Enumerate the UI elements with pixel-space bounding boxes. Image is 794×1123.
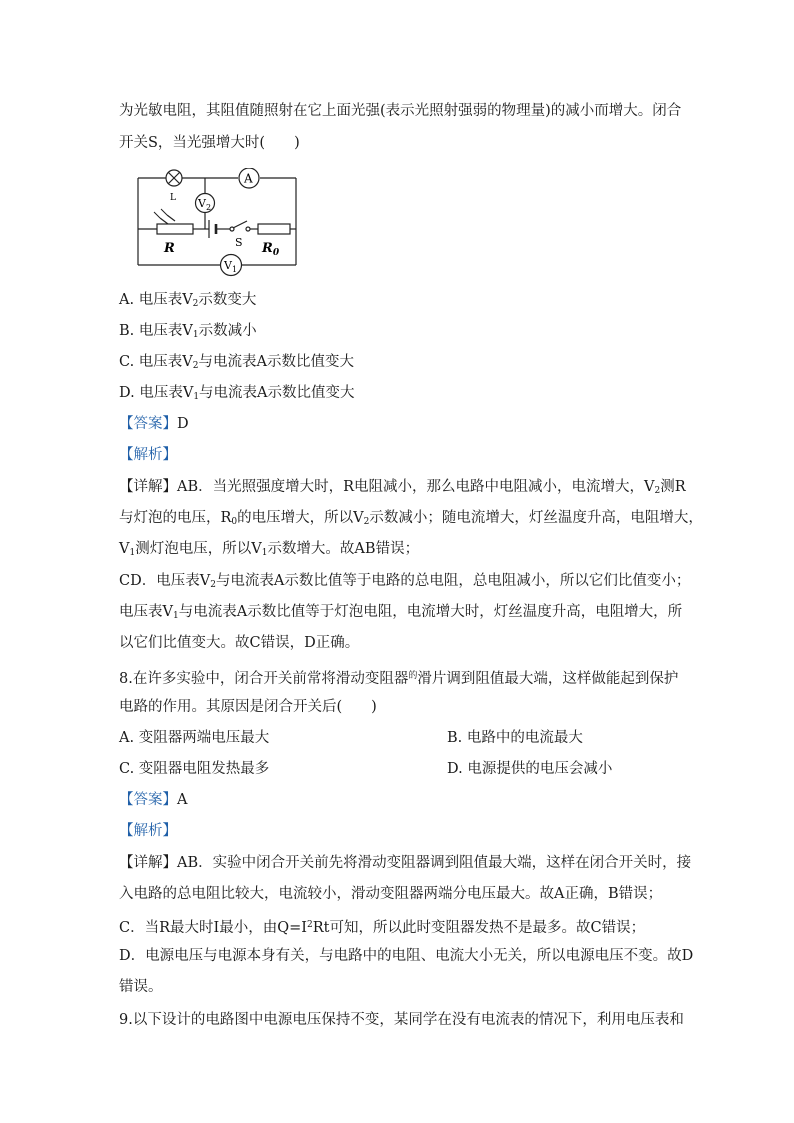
q8-detail-line5: 错误。	[119, 979, 163, 995]
q8-answer: 【答案】A	[119, 792, 188, 808]
q7-option-c: C. 电压表$V_2$与电流表A示数比值变大	[119, 354, 354, 371]
q8-option-b: B. 电路中的电流最大	[447, 730, 583, 746]
photoresistor-symbol	[154, 209, 193, 234]
q8-stem-line1: 8.在许多实验中，闭合开关前常将滑动变阻器$^的$滑片调到阻值最大端，这样做能起到保护	[119, 671, 679, 687]
q7-detail-line3: $V_1$测灯泡电压，所以$V_1$示数增大。故AB错误；	[119, 541, 420, 558]
q7-detail-line2: 与灯泡的电压，$R_0$的电压增大，所以$V_2$示数减小；随电流增大，灯丝温度升高，电阻增大，	[119, 510, 703, 527]
q7-detail-line1: 【详解】AB．当光照强度增大时，R电阻减小，那么电路中电阻减小，电流增大，$V_2$测R	[119, 479, 686, 496]
q7-option-d: D. 电压表$V_1$与电流表A示数比值变大	[119, 385, 355, 402]
q7-detail-line6: 以它们比值变大。故C错误，D正确。	[119, 635, 360, 651]
switch-label: S	[235, 236, 243, 249]
v2-label: V	[198, 197, 206, 210]
q8-option-a: A. 变阻器两端电压最大	[119, 730, 270, 746]
resistor-r0-symbol	[258, 224, 290, 234]
q8-option-c: C. 变阻器电阻发热最多	[119, 761, 270, 777]
switch-symbol	[230, 221, 250, 231]
ammeter-symbol	[239, 168, 259, 188]
q7-option-a: A. 电压表$V_2$示数变大	[119, 292, 257, 309]
q7-detail-line5: 电压表$V_1$与电流表A示数比值等于灯泡电阻，电流增大时，灯丝温度升高，电阻增大，所	[119, 604, 683, 621]
v1-label: V	[224, 259, 232, 272]
lamp-label: L	[170, 193, 176, 203]
circuit-diagram	[130, 168, 302, 278]
q7-stem-line1: 为光敏电阻，其阻值随照射在它上面光强(表示光照射强弱的物理量)的减小而增大。闭合	[119, 103, 682, 119]
lamp-symbol	[166, 170, 182, 186]
battery-symbol	[209, 220, 216, 238]
q8-detail-line4: D．电源电压与电源本身有关，与电路中的电阻、电流大小无关，所以电源电压不变。故D	[119, 948, 694, 964]
v2-subscript: 2	[205, 203, 212, 212]
q8-analysis-tag: 【解析】	[119, 823, 177, 839]
v1-subscript: 1	[231, 265, 238, 274]
voltmeter-v1-symbol	[221, 255, 242, 276]
q7-analysis-tag: 【解析】	[119, 447, 177, 463]
r0-subscript: 0	[272, 248, 280, 258]
q7-option-b: B. 电压表$V_1$示数减小	[119, 323, 257, 340]
r-label: R	[164, 241, 175, 256]
svg-text:R0	[261, 241, 280, 258]
q8-detail-line3: C．当R最大时I最小，由$Q=I^2Rt$可知，所以此时变阻器发热不是最多。故C错误；	[119, 920, 646, 936]
voltmeter-v2-symbol	[196, 194, 215, 213]
q8-detail-line1: 【详解】AB．实验中闭合开关前先将滑动变阻器调到阻值最大端，这样在闭合开关时，接	[119, 855, 692, 871]
r0-label: R	[262, 241, 273, 256]
q7-detail-line4: CD．电压表$V_2$与电流表A示数比值等于电路的总电阻，总电阻减小，所以它们比值变小；	[119, 573, 691, 590]
q9-stem-line1: 9.以下设计的电路图中电源电压保持不变，某同学在没有电流表的情况下，利用电压表和	[119, 1012, 684, 1028]
ammeter-label: A	[244, 171, 253, 186]
q7-answer: 【答案】D	[119, 416, 189, 432]
q8-detail-line2: 入电路的总电阻比较大，电流较小，滑动变阻器两端分电压最大。故A正确，B错误；	[119, 886, 663, 902]
q8-stem-line2: 电路的作用。其原因是闭合开关后( )	[119, 699, 377, 715]
q7-stem-line2: 开关S，当光强增大时( )	[119, 135, 300, 151]
q8-option-d: D. 电源提供的电压会减小	[447, 761, 613, 777]
